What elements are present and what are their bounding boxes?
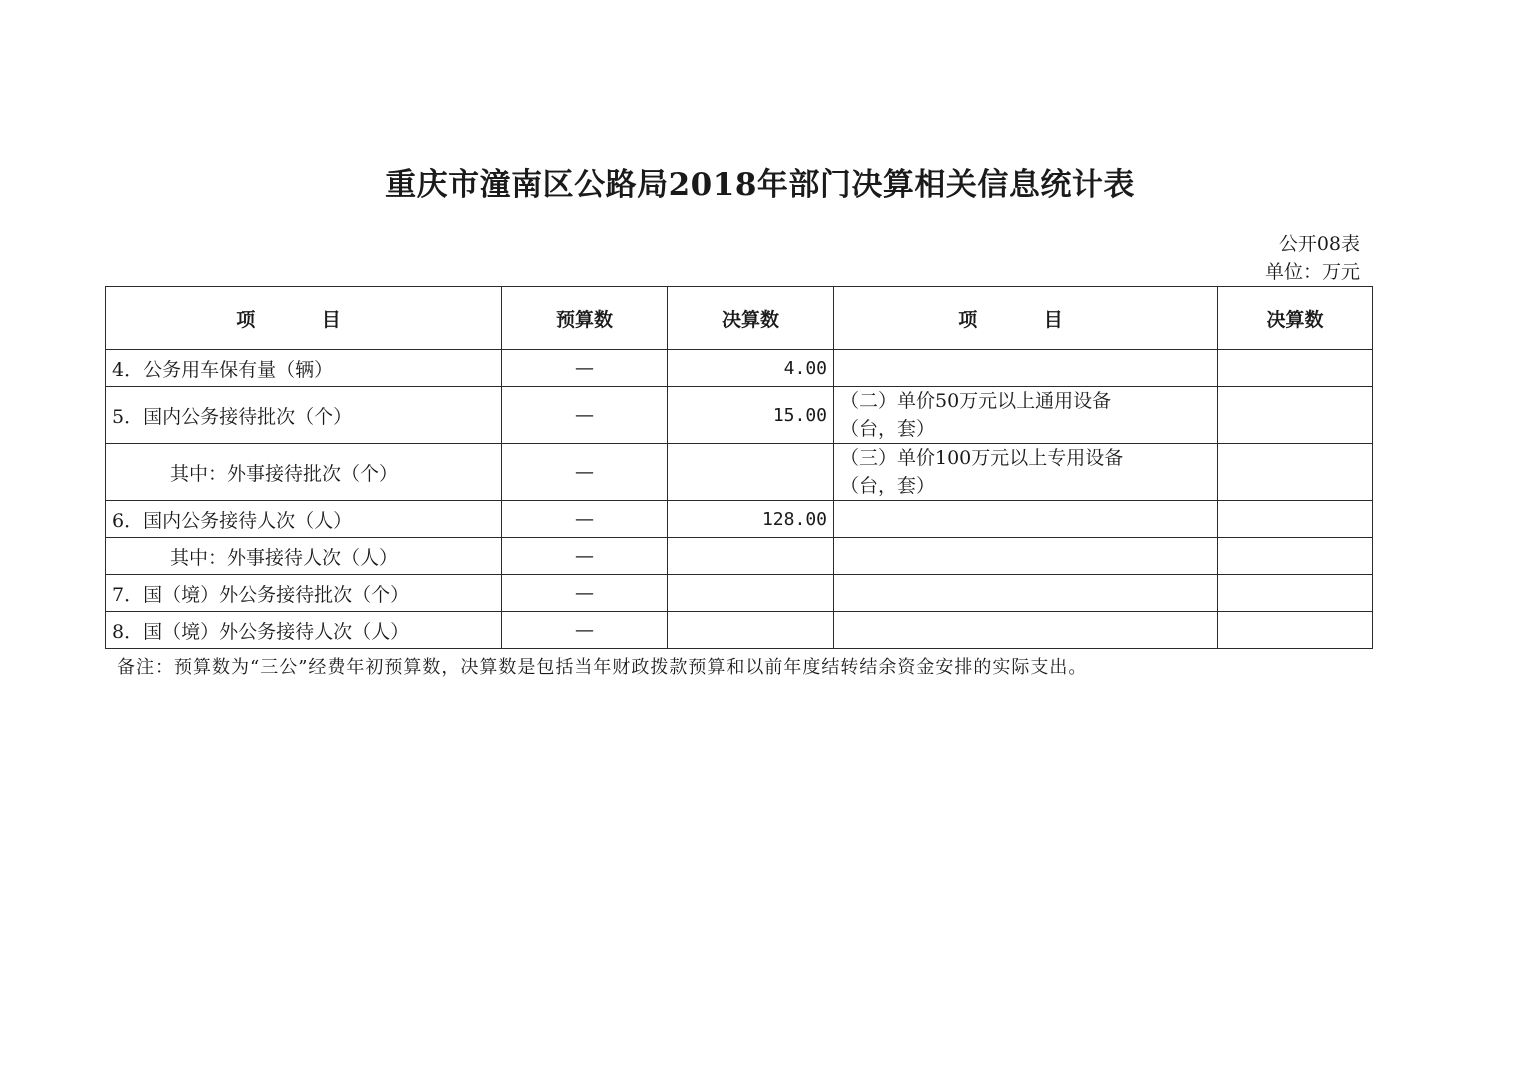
header-item: 项 目 [106, 287, 502, 350]
row-final [668, 612, 834, 649]
row-item2 [834, 501, 1218, 538]
row-final [668, 538, 834, 575]
row-budget: — [502, 612, 668, 649]
statistics-table [105, 286, 1373, 649]
row-item2 [834, 538, 1218, 575]
row-item2 [834, 444, 1218, 501]
table-row [106, 575, 1373, 612]
row-budget: — [502, 501, 668, 538]
row-final2 [1218, 575, 1373, 612]
footnote: 备注：预算数为“三公”经费年初预算数，决算数是包括当年财政拨款预算和以前年度结转结余资金安排的实际支出。 [117, 657, 1088, 678]
row-final: 15.00 [668, 387, 834, 444]
row-budget: — [502, 350, 668, 387]
row-budget: — [502, 387, 668, 444]
form-code: 公开08表 [1278, 233, 1360, 255]
row-final: 4.00 [668, 350, 834, 387]
page-title: 重庆市潼南区公路局2018年部门决算相关信息统计表 [385, 167, 1135, 203]
table-row [106, 387, 1373, 444]
row-item2-line1: （二）单价50万元以上通用设备 [840, 390, 1112, 412]
row-label: 其中：外事接待人次（人） [106, 538, 502, 575]
row-item2-line2: （台，套） [840, 418, 936, 440]
row-final2 [1218, 501, 1373, 538]
row-item2 [834, 612, 1218, 649]
header-final-2: 决算数 [1218, 287, 1373, 350]
row-final [668, 444, 834, 501]
table-row [106, 350, 1373, 387]
row-label: 7．国（境）外公务接待批次（个） [106, 575, 502, 612]
row-label: 4．公务用车保有量（辆） [106, 350, 502, 387]
row-item2-line1: （三）单价100万元以上专用设备 [840, 447, 1124, 469]
row-budget: — [502, 444, 668, 501]
row-final2 [1218, 350, 1373, 387]
header-item-2: 项 目 [834, 287, 1218, 350]
row-item2 [834, 387, 1218, 444]
row-final2 [1218, 538, 1373, 575]
row-item2 [834, 350, 1218, 387]
row-final2 [1218, 444, 1373, 501]
row-budget: — [502, 575, 668, 612]
row-label: 6．国内公务接待人次（人） [106, 501, 502, 538]
row-item2 [834, 575, 1218, 612]
unit-label: 单位：万元 [1264, 261, 1360, 283]
header-final: 决算数 [668, 287, 834, 350]
row-label: 其中：外事接待批次（个） [106, 444, 502, 501]
table-row [106, 538, 1373, 575]
row-final2 [1218, 387, 1373, 444]
row-item2-line2: （台，套） [840, 475, 936, 497]
row-label: 5．国内公务接待批次（个） [106, 387, 502, 444]
row-final2 [1218, 612, 1373, 649]
row-final [668, 575, 834, 612]
table-row [106, 612, 1373, 649]
table-row [106, 444, 1373, 501]
row-final: 128.00 [668, 501, 834, 538]
row-budget: — [502, 538, 668, 575]
table-row [106, 501, 1373, 538]
row-label: 8．国（境）外公务接待人次（人） [106, 612, 502, 649]
table-header-row [106, 287, 1373, 350]
header-budget: 预算数 [502, 287, 668, 350]
